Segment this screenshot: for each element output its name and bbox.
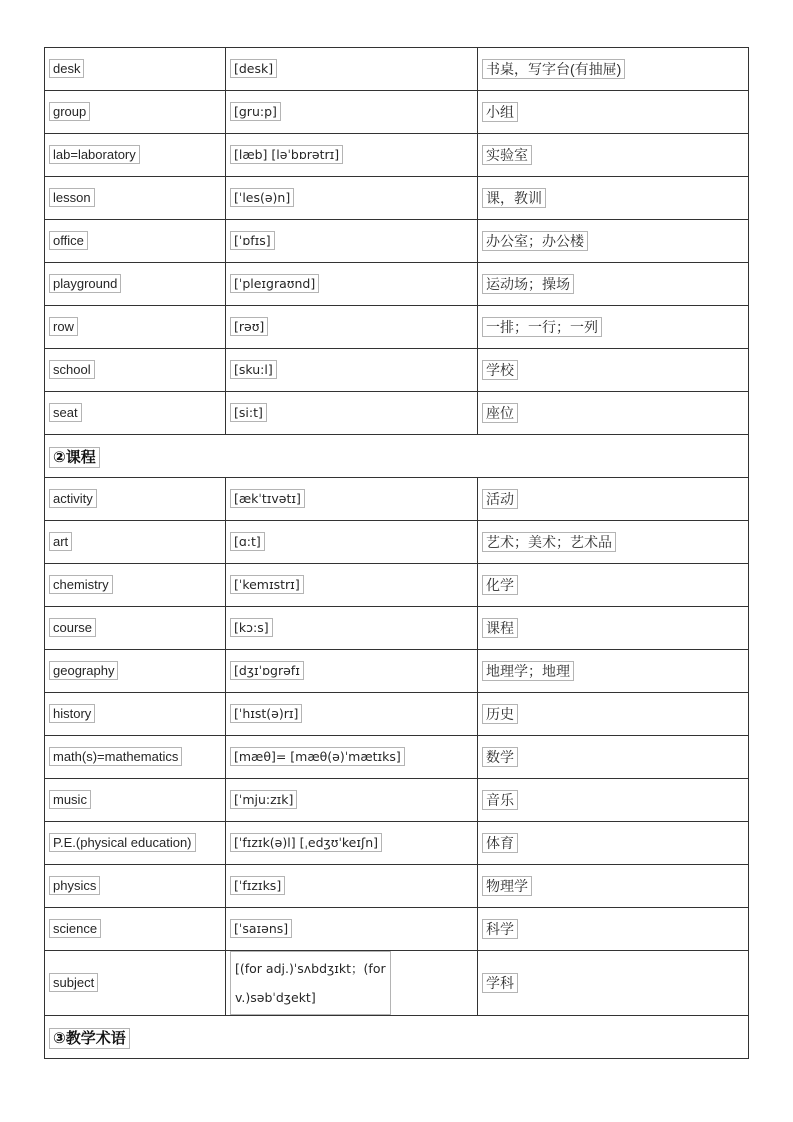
meaning-cell — [478, 177, 749, 220]
phonetic-cell — [226, 220, 478, 263]
word-cell — [45, 521, 226, 564]
word-cell — [45, 177, 226, 220]
section-header-row — [45, 435, 749, 478]
phonetic-cell — [226, 134, 478, 177]
phonetic-text: [ˈfɪzɪks] — [230, 876, 285, 895]
vocabulary-table-body — [45, 48, 749, 1059]
vocab-row — [45, 564, 749, 607]
phonetic-cell — [226, 306, 478, 349]
vocab-row — [45, 865, 749, 908]
word-cell — [45, 607, 226, 650]
word-text: subject — [49, 973, 98, 992]
word-text: desk — [49, 59, 84, 78]
phonetic-text: [sku:l] — [230, 360, 277, 379]
word-cell — [45, 478, 226, 521]
meaning-cell — [478, 865, 749, 908]
meaning-cell — [478, 693, 749, 736]
meaning-cell — [478, 951, 749, 1016]
vocab-row — [45, 779, 749, 822]
phonetic-text: [ˈfɪzɪk(ə)l] [ˌedʒʊˈkeɪʃn] — [230, 833, 382, 852]
word-text: school — [49, 360, 95, 379]
meaning-cell — [478, 521, 749, 564]
phonetic-text: [ɑ:t] — [230, 532, 265, 551]
meaning-text: 课，教训 — [482, 188, 546, 208]
word-cell — [45, 822, 226, 865]
phonetic-cell — [226, 650, 478, 693]
meaning-text: 办公室；办公楼 — [482, 231, 588, 251]
word-text: group — [49, 102, 90, 121]
section-header-cell — [45, 1016, 749, 1059]
word-cell — [45, 908, 226, 951]
meaning-text: 活动 — [482, 489, 518, 509]
meaning-cell — [478, 564, 749, 607]
phonetic-cell — [226, 564, 478, 607]
section-header-label: ②课程 — [49, 447, 100, 468]
vocab-row — [45, 736, 749, 779]
vocab-row — [45, 478, 749, 521]
vocab-row — [45, 908, 749, 951]
word-text: lesson — [49, 188, 95, 207]
word-cell — [45, 865, 226, 908]
meaning-text: 物理学 — [482, 876, 532, 896]
phonetic-cell — [226, 478, 478, 521]
word-text: seat — [49, 403, 82, 422]
vocab-row — [45, 650, 749, 693]
section-header-row — [45, 1016, 749, 1059]
meaning-cell — [478, 48, 749, 91]
word-text: P.E.(physical education) — [49, 833, 196, 852]
word-text: geography — [49, 661, 118, 680]
meaning-text: 小组 — [482, 102, 518, 122]
phonetic-text: [si:t] — [230, 403, 267, 422]
phonetic-cell — [226, 951, 478, 1016]
word-cell — [45, 564, 226, 607]
word-cell — [45, 650, 226, 693]
phonetic-cell — [226, 48, 478, 91]
phonetic-text — [230, 951, 391, 1015]
word-text: math(s)=mathematics — [49, 747, 182, 766]
vocab-row — [45, 822, 749, 865]
section-header-label: ③教学术语 — [49, 1028, 130, 1049]
word-cell — [45, 736, 226, 779]
word-text: row — [49, 317, 78, 336]
phonetic-cell — [226, 607, 478, 650]
meaning-cell — [478, 91, 749, 134]
meaning-cell — [478, 779, 749, 822]
meaning-cell — [478, 736, 749, 779]
phonetic-cell — [226, 779, 478, 822]
phonetic-cell — [226, 736, 478, 779]
meaning-text: 科学 — [482, 919, 518, 939]
meaning-text: 化学 — [482, 575, 518, 595]
meaning-cell — [478, 134, 749, 177]
word-text: art — [49, 532, 72, 551]
phonetic-cell — [226, 177, 478, 220]
meaning-cell — [478, 822, 749, 865]
word-text: science — [49, 919, 101, 938]
meaning-text: 一排；一行；一列 — [482, 317, 602, 337]
word-cell — [45, 349, 226, 392]
word-cell — [45, 392, 226, 435]
phonetic-cell — [226, 865, 478, 908]
vocab-row — [45, 177, 749, 220]
word-text: course — [49, 618, 96, 637]
vocab-row — [45, 951, 749, 1016]
phonetic-text: [rəʊ] — [230, 317, 268, 336]
phonetic-cell — [226, 392, 478, 435]
vocab-row — [45, 134, 749, 177]
phonetic-text: [dʒɪˈɒgrəfɪ — [230, 661, 304, 680]
phonetic-cell — [226, 521, 478, 564]
vocabulary-table — [44, 47, 749, 1059]
phonetic-text: [mæθ]= [mæθ(ə)ˈmætɪks] — [230, 747, 405, 766]
meaning-text: 实验室 — [482, 145, 532, 165]
meaning-text: 座位 — [482, 403, 518, 423]
vocab-row — [45, 693, 749, 736]
meaning-cell — [478, 478, 749, 521]
phonetic-text: [ækˈtɪvətɪ] — [230, 489, 305, 508]
word-text: activity — [49, 489, 97, 508]
word-cell — [45, 48, 226, 91]
word-text: office — [49, 231, 88, 250]
phonetic-text: [ˈsaɪəns] — [230, 919, 292, 938]
vocab-row — [45, 349, 749, 392]
word-cell — [45, 134, 226, 177]
phonetic-cell — [226, 693, 478, 736]
phonetic-text: [desk] — [230, 59, 277, 78]
meaning-cell — [478, 392, 749, 435]
word-cell — [45, 263, 226, 306]
phonetic-line: v.)səbˈdʒekt] — [235, 990, 316, 1005]
vocab-row — [45, 220, 749, 263]
vocab-row — [45, 48, 749, 91]
phonetic-text: [ˈles(ə)n] — [230, 188, 294, 207]
word-cell — [45, 91, 226, 134]
word-text: lab=laboratory — [49, 145, 140, 164]
phonetic-cell — [226, 91, 478, 134]
meaning-text: 体育 — [482, 833, 518, 853]
meaning-cell — [478, 263, 749, 306]
phonetic-text: [gru:p] — [230, 102, 281, 121]
phonetic-text: [kɔ:s] — [230, 618, 273, 637]
phonetic-cell — [226, 349, 478, 392]
vocab-row — [45, 521, 749, 564]
vocab-row — [45, 263, 749, 306]
phonetic-text: [ˈkemɪstrɪ] — [230, 575, 304, 594]
meaning-text: 书桌，写字台(有抽屉) — [482, 59, 625, 79]
word-text: playground — [49, 274, 121, 293]
phonetic-cell — [226, 822, 478, 865]
phonetic-text: [ˈpleɪgraʊnd] — [230, 274, 319, 293]
meaning-text: 学校 — [482, 360, 518, 380]
word-cell — [45, 220, 226, 263]
meaning-cell — [478, 607, 749, 650]
phonetic-text: [ˈmju:zɪk] — [230, 790, 297, 809]
vocab-row — [45, 607, 749, 650]
word-cell — [45, 951, 226, 1016]
meaning-text: 音乐 — [482, 790, 518, 810]
phonetic-line: [(for adj.)ˈsʌbdʒɪkt；(for — [235, 961, 386, 976]
section-header-cell — [45, 435, 749, 478]
word-text: chemistry — [49, 575, 113, 594]
word-cell — [45, 693, 226, 736]
vocab-row — [45, 306, 749, 349]
meaning-text: 历史 — [482, 704, 518, 724]
word-text: music — [49, 790, 91, 809]
meaning-text: 学科 — [482, 973, 518, 993]
phonetic-cell — [226, 908, 478, 951]
vocab-row — [45, 392, 749, 435]
word-text: physics — [49, 876, 100, 895]
meaning-cell — [478, 306, 749, 349]
meaning-cell — [478, 349, 749, 392]
meaning-text: 地理学；地理 — [482, 661, 574, 681]
phonetic-text: [ˈɒfɪs] — [230, 231, 275, 250]
phonetic-cell — [226, 263, 478, 306]
word-cell — [45, 779, 226, 822]
meaning-cell — [478, 650, 749, 693]
vocab-row — [45, 91, 749, 134]
phonetic-text: [læb] [ləˈbɒrətrɪ] — [230, 145, 343, 164]
word-cell — [45, 306, 226, 349]
meaning-text: 课程 — [482, 618, 518, 638]
meaning-cell — [478, 220, 749, 263]
meaning-cell — [478, 908, 749, 951]
word-text: history — [49, 704, 95, 723]
meaning-text: 数学 — [482, 747, 518, 767]
phonetic-text: [ˈhɪst(ə)rɪ] — [230, 704, 302, 723]
meaning-text: 艺术；美术；艺术品 — [482, 532, 616, 552]
meaning-text: 运动场；操场 — [482, 274, 574, 294]
